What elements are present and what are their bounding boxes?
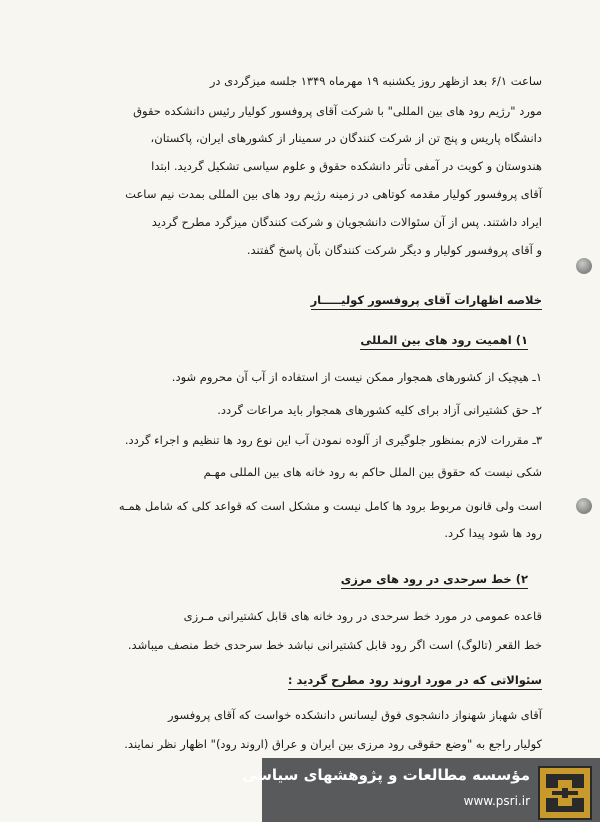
text-line: آقای پروفسور کولیار مقدمه کوتاهی در زمینه رژیم رود های بین المللی بمدت نیم ساعت bbox=[125, 187, 542, 201]
text-line: ساعت ۶/۱ بعد ازظهر روز یکشنبه ۱۹ مهرماه ۱۳۴۹ جلسه میزگردی در bbox=[209, 74, 542, 88]
text-line: هندوستان و کویت در آمفی تأتر دانشکده حقوق و علوم سیاسی تشکیل گردید. ابتدا bbox=[151, 159, 542, 173]
text-line: مورد "رژیم رود های بین المللی" با شرکت آقای پروفسور کولیار رئیس دانشکده حقوق bbox=[133, 104, 542, 118]
text-line: قاعده عمومی در مورد خط سرحدی در رود خانه های قابل کشتیرانی مـرزی bbox=[183, 609, 542, 623]
watermark-banner bbox=[241, 758, 600, 822]
punch-hole bbox=[576, 258, 592, 274]
subheading-row bbox=[52, 572, 528, 586]
institute-name: مؤسسه مطالعات و پژوهشهای سیاسی bbox=[241, 766, 530, 784]
list-item: ۲ـ حق کشتیرانی آزاد برای کلیه کشورهای همجوار باید مراعات گردد. bbox=[217, 403, 542, 417]
subheading-row bbox=[52, 333, 528, 347]
subheading-row bbox=[52, 673, 542, 687]
subheading-1: ۱) اهمیت رود های بین المللی bbox=[360, 333, 528, 350]
text-line: خط القعر (تالوگ) است اگر رود قابل کشتیرانی نباشد خط سرحدی خط منصف میباشد. bbox=[127, 638, 542, 652]
text-line: رود ها شود پیدا کرد. bbox=[444, 526, 542, 540]
punch-hole bbox=[576, 498, 592, 514]
text-line: شکی نیست که حقوق بین الملل حاکم به رود خانه های بین المللی مهـم bbox=[203, 465, 542, 479]
text-line: ایراد داشتند. پس از آن سئوالات دانشجویان و شرکت کنندگان میزگرد مطرح گردید bbox=[151, 215, 542, 229]
text-line: آقای شهباز شهنواز دانشجوی فوق لیسانس دانشکده خواست که آقای پروفسور bbox=[168, 708, 542, 722]
list-item: ۱ـ هیچیک از کشورهای همجوار ممکن نیست از استفاده از آب آن محروم شود. bbox=[171, 370, 542, 384]
section-heading-row bbox=[52, 293, 542, 307]
list-item: ۳ـ مقررات لازم بمنظور جلوگیری از آلوده نمودن آب این نوع رود ها تنظیم و اجراء گردد. bbox=[124, 433, 542, 447]
text-line: کولیار راجع به "وضع حقوقی رود مرزی بین ایران و عراق (اروند رود)" اظهار نظر نمایند. bbox=[124, 737, 542, 751]
institute-logo-icon bbox=[538, 766, 592, 820]
section-heading: خلاصه اظهارات آقای پروفسور کولیـــــار bbox=[311, 293, 542, 310]
text-line: دانشگاه پاریس و پنج تن از شرکت کنندگان در سمینار از کشورهای ایران، پاکستان، bbox=[150, 131, 542, 145]
website-url: www.psri.ir bbox=[463, 794, 530, 808]
subheading-3: سئوالاتی که در مورد اروند رود مطرح گردید : bbox=[288, 673, 542, 690]
text-line: و آقای پروفسور کولیار و دیگر شرکت کنندگان بآن پاسخ گفتند. bbox=[246, 243, 542, 257]
text-line: است ولی قانون مربوط برود ها کامل نیست و مشکل است که قواعد کلی که شامل همـه bbox=[118, 499, 542, 513]
subheading-2: ۲) خط سرحدی در رود های مرزی bbox=[341, 572, 528, 589]
